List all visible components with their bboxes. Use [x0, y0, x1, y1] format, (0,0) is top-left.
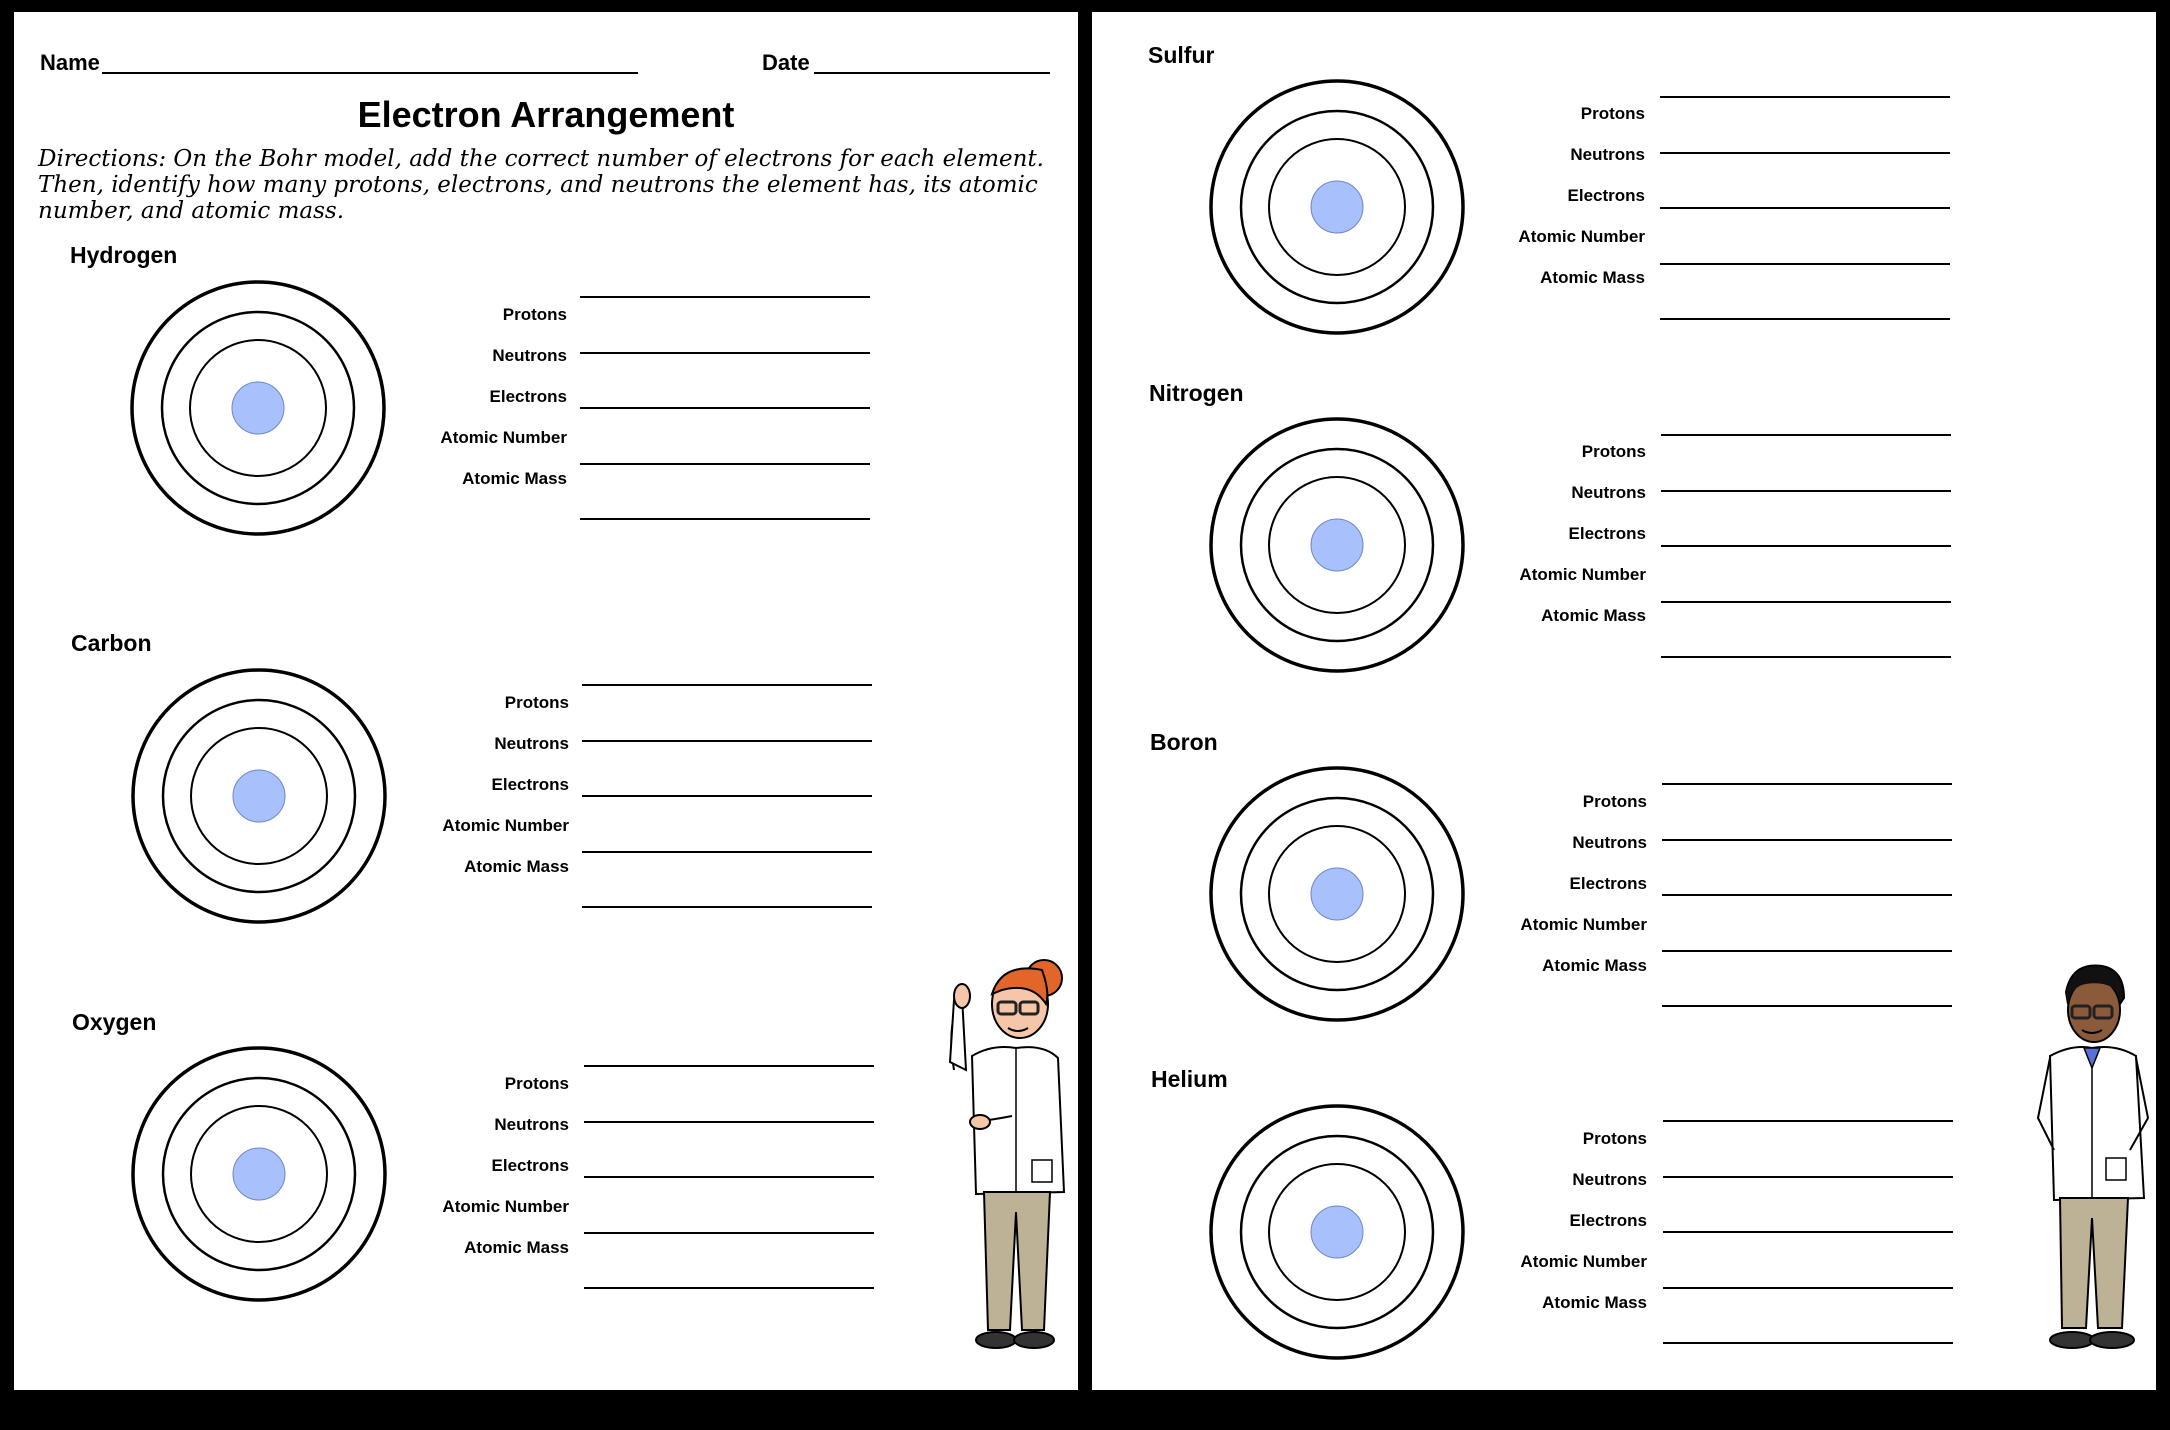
answer-line[interactable]: [1661, 434, 1951, 436]
answer-line[interactable]: [580, 518, 870, 520]
element-name: Nitrogen: [1149, 380, 1244, 406]
element-name: Carbon: [71, 630, 152, 656]
answer-line[interactable]: [1662, 1005, 1952, 1007]
field-label-neutrons: Neutrons: [1570, 145, 1645, 164]
answer-line[interactable]: [1660, 263, 1950, 265]
field-label-neutrons: Neutrons: [1571, 483, 1646, 502]
answer-line[interactable]: [1661, 656, 1951, 658]
nucleus: [1311, 181, 1363, 233]
element-name: Hydrogen: [70, 242, 178, 268]
field-label-protons: Protons: [502, 305, 567, 324]
name-input-line[interactable]: [102, 72, 638, 74]
answer-line[interactable]: [582, 906, 872, 908]
field-label-electrons: Electrons: [1569, 874, 1647, 893]
field-label-atomic-number: Atomic Number: [442, 816, 569, 835]
bohr-model[interactable]: [1209, 79, 1465, 335]
field-label-electrons: Electrons: [491, 1156, 569, 1175]
answer-line[interactable]: [584, 1287, 874, 1289]
answer-line[interactable]: [1660, 152, 1950, 154]
answer-line[interactable]: [1663, 1231, 1953, 1233]
answer-line[interactable]: [582, 795, 872, 797]
answer-line[interactable]: [584, 1065, 874, 1067]
answer-line[interactable]: [1661, 545, 1951, 547]
element-name: Oxygen: [72, 1009, 157, 1035]
field-label-atomic-mass: Atomic Mass: [1542, 956, 1647, 975]
answer-line[interactable]: [580, 407, 870, 409]
answer-line[interactable]: [582, 851, 872, 853]
directions-text: Directions: On the Bohr model, add the correct number of electrons for each element. Then, identify how many protons, electrons, and neutrons the element has, its atomic number, and atomic mass.: [38, 146, 1044, 224]
bohr-model[interactable]: [130, 280, 386, 536]
field-label-protons: Protons: [504, 693, 569, 712]
field-label-atomic-mass: Atomic Mass: [464, 1238, 569, 1257]
bohr-model[interactable]: [1209, 766, 1465, 1022]
answer-line[interactable]: [1662, 950, 1952, 952]
field-label-electrons: Electrons: [491, 775, 569, 794]
answer-line[interactable]: [1663, 1120, 1953, 1122]
field-label-protons: Protons: [1582, 792, 1647, 811]
answer-line[interactable]: [584, 1232, 874, 1234]
nucleus: [233, 1148, 285, 1200]
page-title: Electron Arrangement: [357, 94, 735, 135]
answer-line[interactable]: [1662, 839, 1952, 841]
element-name: Helium: [1151, 1066, 1228, 1092]
field-label-neutrons: Neutrons: [494, 734, 569, 753]
field-label-electrons: Electrons: [1568, 524, 1646, 543]
field-label-protons: Protons: [1581, 442, 1646, 461]
nucleus: [1311, 1206, 1363, 1258]
nucleus: [232, 382, 284, 434]
field-label-atomic-number: Atomic Number: [1520, 915, 1647, 934]
bohr-model[interactable]: [1209, 417, 1465, 673]
answer-line[interactable]: [582, 740, 872, 742]
element-name: Sulfur: [1148, 42, 1215, 68]
field-label-electrons: Electrons: [1569, 1211, 1647, 1230]
field-label-atomic-mass: Atomic Mass: [462, 469, 567, 488]
field-label-protons: Protons: [1582, 1129, 1647, 1148]
answer-line[interactable]: [580, 352, 870, 354]
field-label-neutrons: Neutrons: [492, 346, 567, 365]
nucleus: [233, 770, 285, 822]
answer-line[interactable]: [1660, 318, 1950, 320]
worksheet-page-left: [14, 12, 1078, 1390]
answer-line[interactable]: [1663, 1342, 1953, 1344]
answer-line[interactable]: [1662, 783, 1952, 785]
answer-line[interactable]: [584, 1121, 874, 1123]
answer-line[interactable]: [1661, 601, 1951, 603]
bohr-model[interactable]: [1209, 1104, 1465, 1360]
answer-line[interactable]: [1660, 207, 1950, 209]
field-label-atomic-number: Atomic Number: [1518, 227, 1645, 246]
answer-line[interactable]: [582, 684, 872, 686]
answer-line[interactable]: [584, 1176, 874, 1178]
field-label-neutrons: Neutrons: [1572, 833, 1647, 852]
field-label-neutrons: Neutrons: [1572, 1170, 1647, 1189]
answer-line[interactable]: [1662, 894, 1952, 896]
answer-line[interactable]: [1663, 1287, 1953, 1289]
nucleus: [1311, 519, 1363, 571]
field-label-electrons: Electrons: [489, 387, 567, 406]
field-label-atomic-number: Atomic Number: [1519, 565, 1646, 584]
scientist-man-illustration: [2032, 958, 2152, 1358]
answer-line[interactable]: [1660, 96, 1950, 98]
answer-line[interactable]: [1661, 490, 1951, 492]
field-label-atomic-number: Atomic Number: [440, 428, 567, 447]
field-label-atomic-mass: Atomic Mass: [464, 857, 569, 876]
field-label-atomic-mass: Atomic Mass: [1540, 268, 1645, 287]
date-input-line[interactable]: [814, 72, 1050, 74]
worksheet-page-right: [1092, 12, 2156, 1390]
field-label-atomic-number: Atomic Number: [442, 1197, 569, 1216]
bohr-model[interactable]: [131, 668, 387, 924]
date-label: Date: [762, 50, 810, 75]
element-name: Boron: [1150, 729, 1218, 755]
field-label-atomic-mass: Atomic Mass: [1541, 606, 1646, 625]
answer-line[interactable]: [1663, 1176, 1953, 1178]
answer-line[interactable]: [580, 296, 870, 298]
field-label-atomic-number: Atomic Number: [1520, 1252, 1647, 1271]
field-label-electrons: Electrons: [1567, 186, 1645, 205]
field-label-atomic-mass: Atomic Mass: [1542, 1293, 1647, 1312]
scientist-woman-illustration: [932, 952, 1078, 1357]
field-label-neutrons: Neutrons: [494, 1115, 569, 1134]
field-label-protons: Protons: [504, 1074, 569, 1093]
field-label-protons: Protons: [1580, 104, 1645, 123]
nucleus: [1311, 868, 1363, 920]
answer-line[interactable]: [580, 463, 870, 465]
bohr-model[interactable]: [131, 1046, 387, 1302]
name-label: Name: [40, 50, 100, 75]
